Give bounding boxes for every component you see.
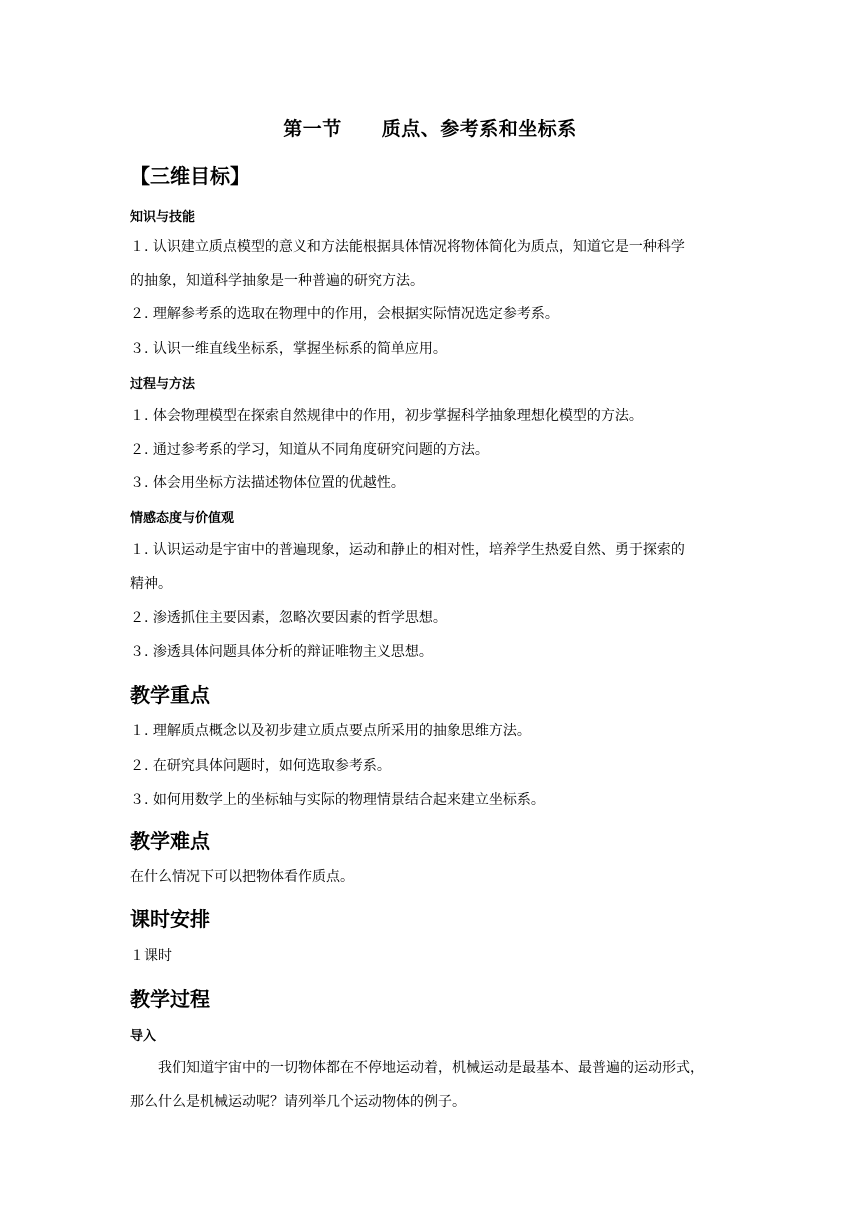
knowledge-line-1b: 的抽象，知道科学抽象是一种普遍的研究方法。 — [130, 273, 424, 289]
heading-teaching-process: 教学过程 — [130, 987, 210, 1011]
emotion-line-3: ３. 渗透具体问题具体分析的辩证唯物主义思想。 — [130, 644, 433, 660]
subheading-process-method: 过程与方法 — [130, 377, 196, 392]
page-title — [0, 114, 860, 141]
subheading-knowledge: 知识与技能 — [130, 210, 196, 225]
key-point-1: １. 理解质点概念以及初步建立质点要点所采用的抽象思维方法。 — [130, 723, 531, 739]
subheading-intro: 导入 — [130, 1029, 157, 1044]
emotion-line-1a: １. 认识运动是宇宙中的普遍现象，运动和静止的相对性，培养学生热爱自然、勇于探索的 — [130, 542, 685, 558]
knowledge-line-1a: １. 认识建立质点模型的意义和方法能根据具体情况将物体简化为质点，知道它是一种科学 — [130, 239, 685, 255]
key-point-3: ３. 如何用数学上的坐标轴与实际的物理情景结合起来建立坐标系。 — [130, 792, 545, 808]
title-text: 质点、参考系和坐标系 — [381, 118, 577, 140]
heading-goals: 【三维目标】 — [130, 164, 250, 188]
heading-schedule: 课时安排 — [130, 907, 210, 931]
process-line-1: １. 体会物理模型在探索自然规律中的作用，初步掌握科学抽象理想化模型的方法。 — [130, 408, 643, 424]
knowledge-line-2: ２. 理解参考系的选取在物理中的作用，会根据实际情况选定参考系。 — [130, 306, 559, 322]
emotion-line-1b: 精神。 — [130, 576, 172, 592]
heading-difficulties: 教学难点 — [130, 829, 210, 853]
process-line-2: ２. 通过参考系的学习，知道从不同角度研究问题的方法。 — [130, 442, 489, 458]
heading-key-points: 教学重点 — [130, 683, 210, 707]
schedule-1: １课时 — [130, 948, 172, 964]
process-line-3: ３. 体会用坐标方法描述物体位置的优越性。 — [130, 475, 405, 491]
key-point-2: ２. 在研究具体问题时，如何选取参考系。 — [130, 758, 391, 774]
subheading-emotion: 情感态度与价值观 — [130, 511, 235, 526]
intro-paragraph-line-1: 我们知道宇宙中的一切物体都在不停地运动着，机械运动是最基本、最普遍的运动形式， — [158, 1060, 704, 1076]
intro-paragraph-line-2: 那么什么是机械运动呢？请列举几个运动物体的例子。 — [130, 1094, 466, 1110]
knowledge-line-3: ３. 认识一维直线坐标系，掌握坐标系的简单应用。 — [130, 341, 447, 357]
title-section-number: 第一节 — [283, 118, 342, 140]
difficulty-1: 在什么情况下可以把物体看作质点。 — [130, 869, 354, 885]
emotion-line-2: ２. 渗透抓住主要因素，忽略次要因素的哲学思想。 — [130, 610, 447, 626]
